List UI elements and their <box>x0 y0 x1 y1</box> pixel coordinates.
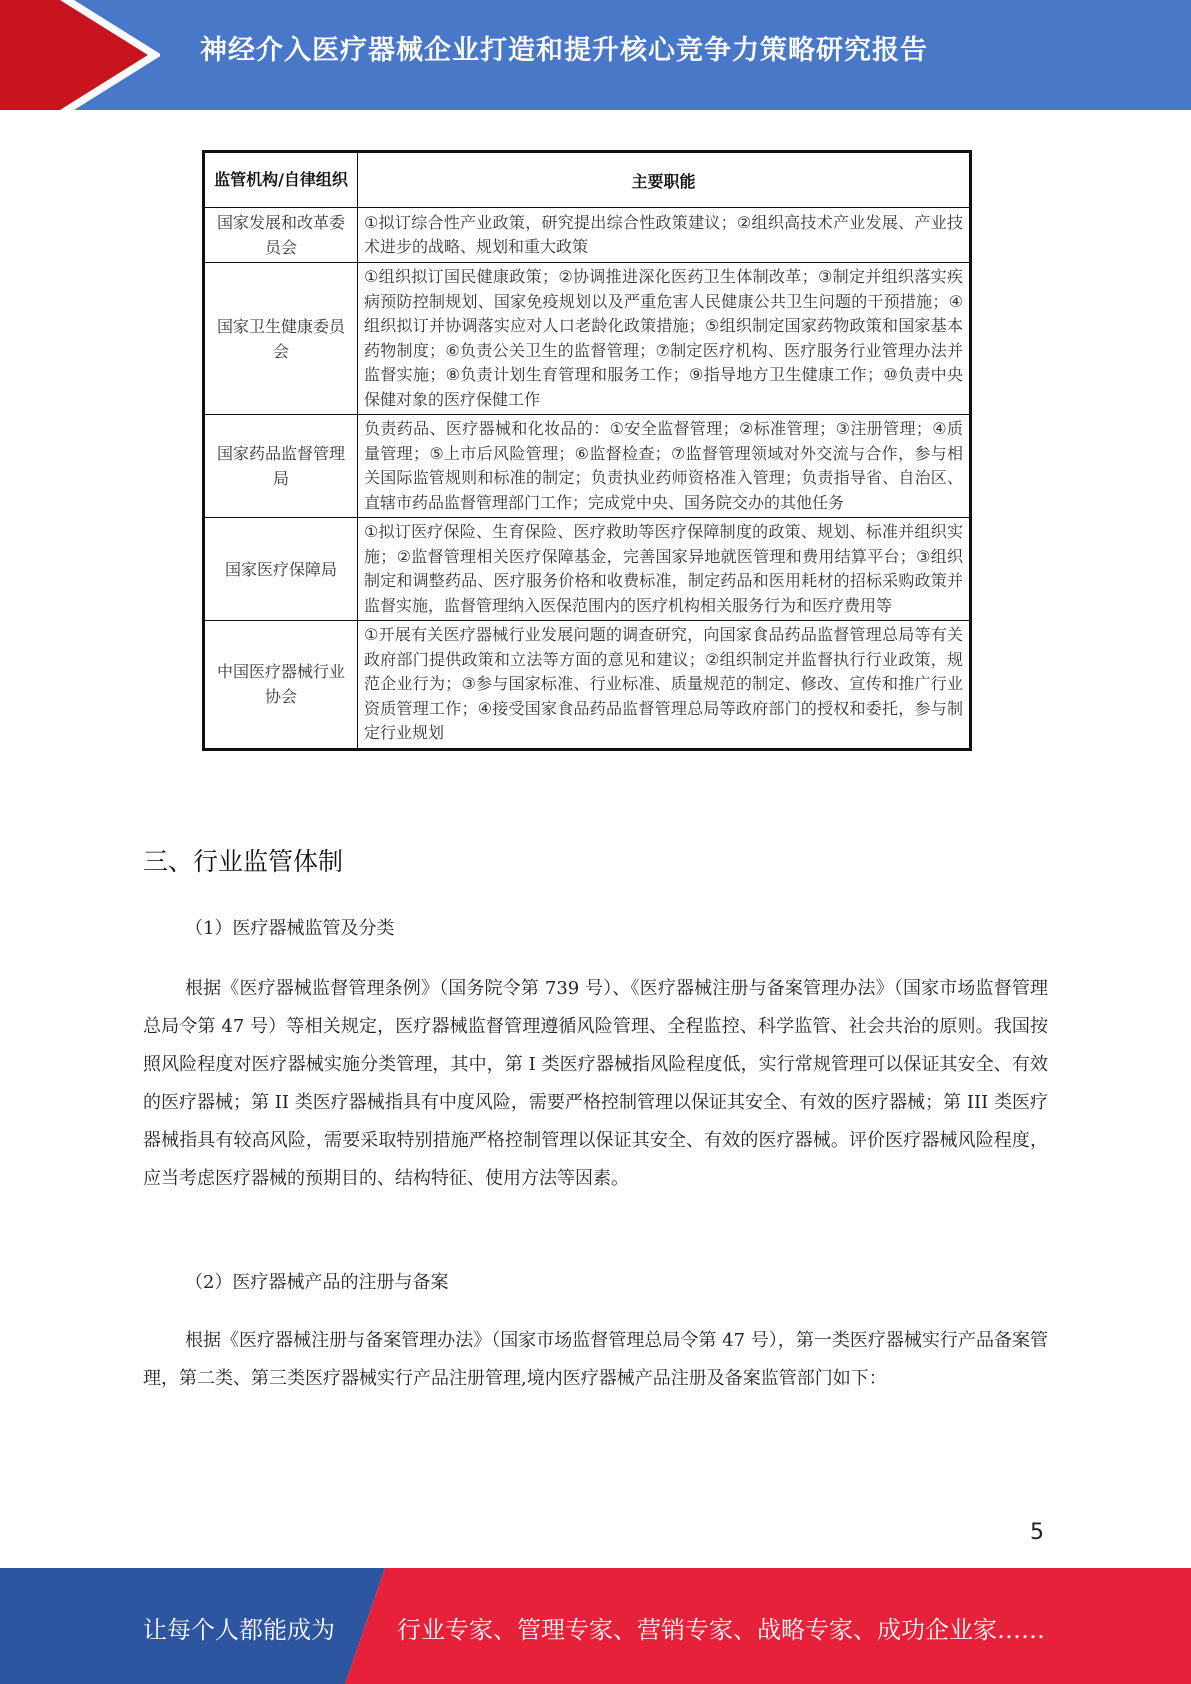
table-row <box>204 415 971 518</box>
duty-cell: ①拟订医疗保险、生育保险、医疗救助等医疗保障制度的政策、规划、标准并组织实施；②监督管理相关医疗保障基金，完善国家异地就医管理和费用结算平台；③组织制定和调整药品、医疗服务价格和收费标准，制定药品和医用耗材的招标采购政策并监督实施，监督管理纳入医保范围内的医疗机构相关服务行为和医疗费用等 <box>358 518 971 621</box>
column-header-org: 监管机构/自律组织 <box>204 152 358 208</box>
org-cell: 国家发展和改革委员会 <box>204 208 358 263</box>
paragraph-registration: 根据《医疗器械注册与备案管理办法》（国家市场监督管理总局令第 47 号），第一类医疗器械实行产品备案管理，第二类、第三类医疗器械实行产品注册管理,境内医疗器械产品注册及备案监管部门如下： <box>143 1330 1048 1389</box>
table-row <box>204 263 971 415</box>
page-footer <box>0 1568 1191 1684</box>
footer-slogan-left: 让每个人都能成为 <box>143 1616 335 1644</box>
report-title: 神经介入医疗器械企业打造和提升核心竞争力策略研究报告 <box>200 35 928 66</box>
header-chevron-decoration <box>0 0 160 110</box>
regulatory-bodies-table <box>202 150 972 751</box>
section-heading: 三、行业监管体制 <box>143 847 344 876</box>
org-cell: 国家医疗保障局 <box>204 518 358 621</box>
table-row <box>204 518 971 621</box>
org-cell: 国家卫生健康委员会 <box>204 263 358 415</box>
table-header-row <box>204 152 971 208</box>
table-row <box>204 621 971 750</box>
org-cell: 国家药品监督管理局 <box>204 415 358 518</box>
org-cell: 中国医疗器械行业协会 <box>204 621 358 750</box>
duty-cell: ①开展有关医疗器械行业发展问题的调查研究，向国家食品药品监督管理总局等有关政府部门提供政策和立法等方面的意见和建议；②组织制定并监督执行行业政策，规范企业行为；③参与国家标准、行业标准、质量规范的制定、修改、宣传和推广行业资质管理工作；④接受国家食品药品监督管理总局等政府部门的授权和委托，参与制定行业规划 <box>358 621 971 750</box>
duty-cell: ①拟订综合性产业政策，研究提出综合性政策建议；②组织高技术产业发展、产业技术进步的战略、规划和重大政策 <box>358 208 971 263</box>
page-number: 5 <box>1030 1520 1044 1545</box>
table-row <box>204 208 971 263</box>
duty-cell: ①组织拟订国民健康政策；②协调推进深化医药卫生体制改革；③制定并组织落实疾病预防控制规划、国家免疫规划以及严重危害人民健康公共卫生问题的干预措施；④组织拟订并协调落实应对人口老龄化政策措施；⑤组织制定国家药物政策和国家基本药物制度；⑥负责公关卫生的监督管理；⑦制定医疗机构、医疗服务行业管理办法并监督实施；⑧负责计划生育管理和服务工作；⑨指导地方卫生健康工作；⑩负责中央保健对象的医疗保健工作 <box>358 263 971 415</box>
column-header-duty: 主要职能 <box>358 152 971 208</box>
page-header <box>0 0 1191 110</box>
subheading-classification: （1）医疗器械监管及分类 <box>185 918 395 939</box>
footer-slogan-right: 行业专家、管理专家、营销专家、战略专家、成功企业家…… <box>397 1616 1045 1644</box>
subheading-registration: （2）医疗器械产品的注册与备案 <box>185 1272 449 1293</box>
paragraph-classification: 根据《医疗器械监督管理条例》（国务院令第 739 号）、《医疗器械注册与备案管理办法》（国家市场监督管理总局令第 47 号）等相关规定，医疗器械监督管理遵循风险管理、全程监控、科学监管、社会共治的原则。我国按照风险程度对医疗器械实施分类管理，其中，第 I 类医疗器械指风险程度低，实行常规管理可以保证其安全、有效的医疗器械；第 II 类医疗器械指具有中度风险，需要严格控制管理以保证其安全、有效的医疗器械；第 III 类医疗器械指具有较高风险，需要采取特别措施严格控制管理以保证其安全、有效的医疗器械。评价医疗器械风险程度，应当考虑医疗器械的预期目的、结构特征、使用方法等因素。 <box>143 978 1048 1189</box>
duty-cell: 负责药品、医疗器械和化妆品的：①安全监督管理；②标准管理；③注册管理；④质量管理；⑤上市后风险管理；⑥监督检查；⑦监督管理领域对外交流与合作，参与相关国际监管规则和标准的制定；负责执业药师资格准入管理；负责指导省、自治区、直辖市药品监督管理部门工作；完成党中央、国务院交办的其他任务 <box>358 415 971 518</box>
